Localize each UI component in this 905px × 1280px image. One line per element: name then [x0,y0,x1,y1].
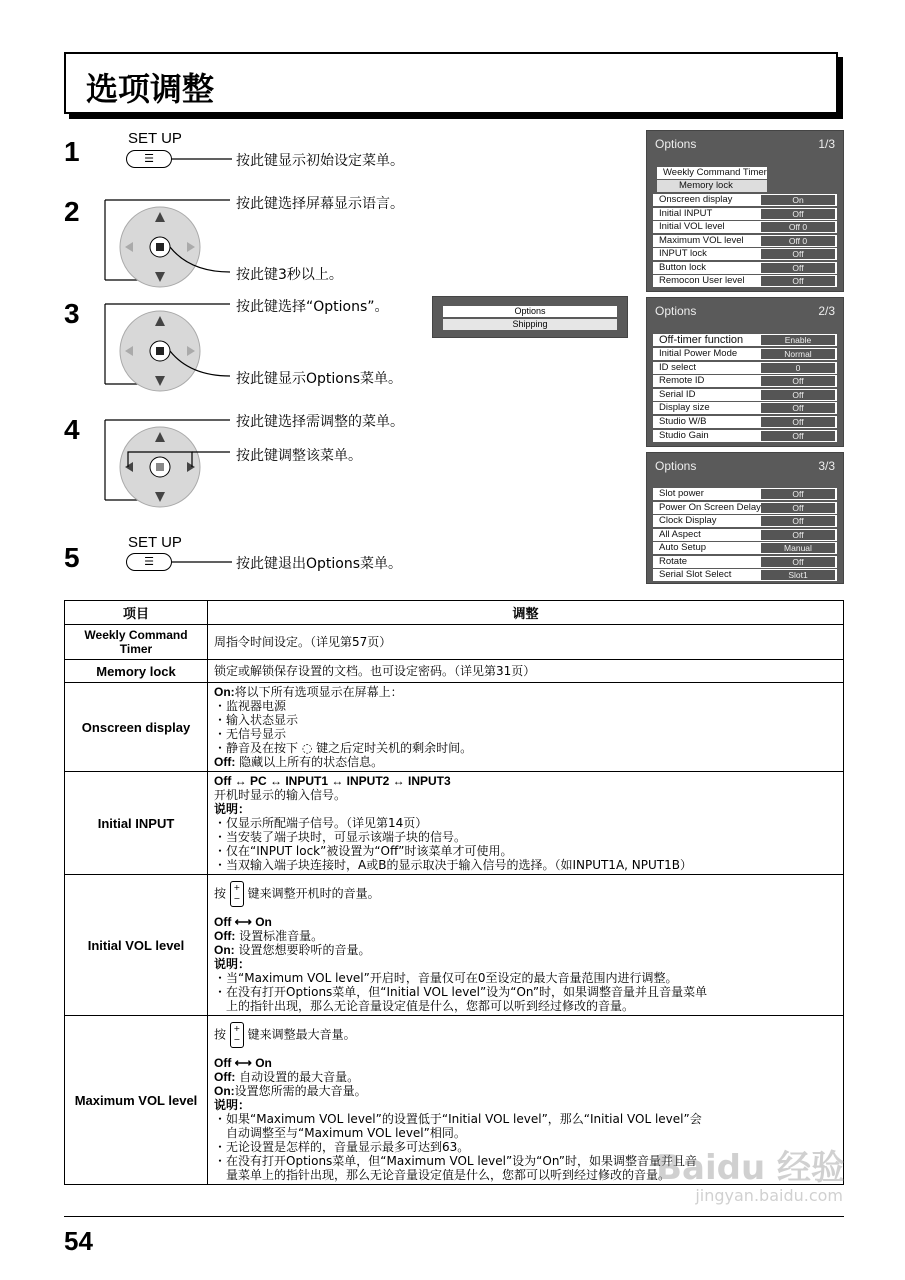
step-3-text-b: 按此键显示Options菜单。 [236,371,403,387]
menu-item-options[interactable]: Options [443,306,617,317]
options-row[interactable]: Serial ID Off [653,389,837,401]
options-row[interactable]: Button lock Off [653,262,837,274]
page-number: 54 [64,1226,93,1256]
options-row[interactable]: Rotate Off [653,556,837,568]
leader-line-icon [172,156,234,164]
options-row[interactable]: Initial VOL level Off 0 [653,221,837,233]
options-row[interactable]: Power On Screen Delay Off [653,502,837,514]
row-description: 锁定或解锁保存设置的文档。也可设定密码。（详见第31页） [208,660,844,683]
leader-line-icon [172,559,234,567]
footer-rule [64,1216,844,1217]
row-description: Off ↔ PC ↔ INPUT1 ↔ INPUT2 ↔ INPUT3 开机时显示的输入信号。 说明： ・仅显示所配端子信号。（详见第14页） ・当安装了端子块时，可显示该端子块的信号。 ・仅在“INPUT lock”被设置为“Off”时该菜单才可使用。 ・当双输入端子块连接时，A或B的显示取决于输入信号的选择。（如INPUT1A, NPUT1B） [208,772,844,875]
row-description: 周指令时间设定。（详见第57页） [208,625,844,660]
remote-dpad-icon [100,410,240,510]
table-row [65,875,844,1016]
column-header-item: 项目 [65,601,208,625]
setup-button-icon: ☰ [126,150,172,168]
options-row[interactable]: Onscreen display On [653,194,837,206]
options-panel-2 [646,297,844,447]
options-row[interactable]: Off-timer function Enable [653,334,837,346]
options-row[interactable]: Display size Off [653,402,837,414]
options-row[interactable]: Auto Setup Manual [653,542,837,554]
step-3-number: 3 [64,298,80,329]
panel-page: 2/3 [818,304,835,318]
step-2-text-a: 按此键选择屏幕显示语言。 [236,196,404,212]
table-row [65,683,844,772]
step-1-text: 按此键显示初始设定菜单。 [236,153,404,169]
options-row[interactable]: Initial Power Mode Normal [653,348,837,360]
options-row[interactable]: Studio Gain Off [653,430,837,442]
table-header-row [65,601,844,625]
panel-page: 1/3 [818,137,835,151]
step-3-text-a: 按此键选择“Options”。 [236,299,389,315]
table-row [65,772,844,875]
row-description: 按 + − 键来调整最大音量。 Off ⟷ On Off: 自动设置的最大音量。 On:设置您所需的最大音量。 说明： ・如果“Maximum VOL level”的设置低于“Initial VOL level”，那么“Initial VOL level”会 自动调整至与“Maximum VOL level”相同。 ・无论设置是怎样的，音量显示最多可达到63。 ・在没有打开Options菜单，但“Maximum VOL level”设为“On”时，如果调整音量并且音 量菜单上的指针出现，那么无论音量设定值是什么，您都可以听到经过修改的音量。 [208,1016,844,1185]
step-2-number: 2 [64,196,80,227]
volume-key-icon: + − [230,1022,244,1048]
options-row[interactable]: Remocon User level Off [653,275,837,287]
options-row[interactable]: Maximum VOL level Off 0 [653,235,837,247]
options-panel-3 [646,452,844,584]
row-description: On:将以下所有选项显示在屏幕上： ・监视器电源 ・输入状态显示 ・无信号显示 ・静音及在按下 ◌ 键之后定时关机的剩余时间。 Off: 隐藏以上所有的状态信息。 [208,683,844,772]
title-box [64,52,838,114]
step-1-number: 1 [64,136,80,167]
options-row[interactable]: ID select 0 [653,362,837,374]
panel-title: Options [655,459,697,473]
options-row[interactable]: All Aspect Off [653,529,837,541]
watermark-url: jingyan.baidu.com [695,1186,843,1205]
setup-label-5: SET UP [128,534,182,551]
setup-label-1: SET UP [128,130,182,147]
row-item-label: Initial VOL level [65,875,208,1016]
step-4-number: 4 [64,414,80,445]
options-row[interactable]: Initial INPUT Off [653,208,837,220]
step-5-text: 按此键退出Options菜单。 [236,556,403,572]
options-table [64,600,844,1185]
options-row[interactable]: Serial Slot Select Slot1 [653,569,837,581]
row-item-label: Initial INPUT [65,772,208,875]
panel-title: Options [655,304,697,318]
volume-key-icon: + − [230,881,244,907]
options-row[interactable]: INPUT lock Off [653,248,837,260]
step-5-number: 5 [64,542,80,573]
row-description: 按 + − 键来调整开机时的音量。 Off ⟷ On Off: 设置标准音量。 On: 设置您想要聆听的音量。 说明： ・当“Maximum VOL level”开启时，音量仅可在0至设定的最大音量范围内进行调整。 ・在没有打开Options菜单，但“Initial VOL level”设为“On”时，如果调整音量并且音量菜单 上的指针出现，那么无论音量设定值是什么，您都可以听到经过修改的音量。 [208,875,844,1016]
page-title: 选项调整 [86,70,215,108]
options-row[interactable]: Slot power Off [653,488,837,500]
row-item-label: Memory lock [65,660,208,683]
setup-button-icon: ☰ [126,553,172,571]
options-row[interactable]: Memory lock [657,180,767,192]
table-row [65,660,844,683]
step-2-text-b: 按此键3秒以上。 [236,267,343,283]
panel-page: 3/3 [818,459,835,473]
watermark-logo: Baidu 经验 [656,1148,845,1188]
options-row[interactable]: Remote ID Off [653,375,837,387]
menu-item-shipping[interactable]: Shipping [443,319,617,330]
options-row[interactable]: Weekly Command Timer [657,167,767,179]
panel-title: Options [655,137,697,151]
table-row [65,625,844,660]
step-4-text-a: 按此键选择需调整的菜单。 [236,414,404,430]
remote-dpad-icon [100,294,240,394]
setup-menu-popup [432,296,628,338]
remote-dpad-icon [100,190,240,290]
step-4-text-b: 按此键调整该菜单。 [236,448,362,464]
row-item-label: Maximum VOL level [65,1016,208,1185]
row-item-label: Onscreen display [65,683,208,772]
options-panel-1 [646,130,844,292]
options-row[interactable]: Clock Display Off [653,515,837,527]
options-row[interactable]: Studio W/B Off [653,416,837,428]
column-header-adjust: 调整 [208,601,844,625]
row-item-label: Weekly Command Timer [65,625,208,660]
